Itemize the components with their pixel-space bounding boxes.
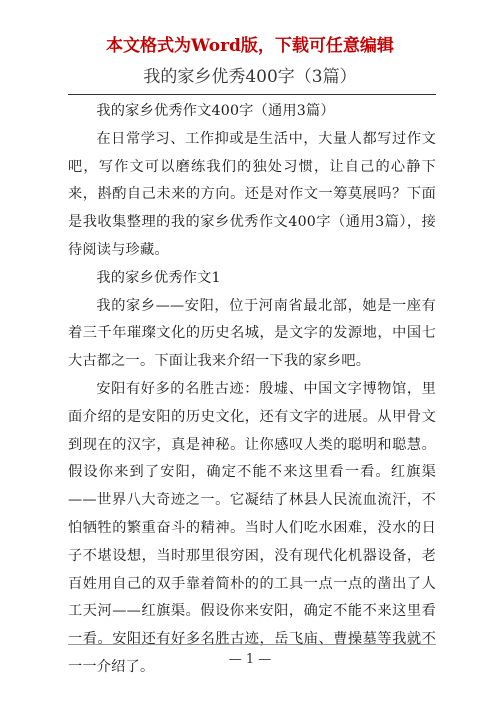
document-title: 我的家乡优秀400字（3篇） [143, 67, 357, 87]
essay-1-paragraph-1: 我的家乡——安阳，位于河南省最北部，她是一座有着三千年璀璨文化的历史名城，是文字的发源地，中国七大古都之一。下面让我来介绍一下我的家乡吧。 [68, 297, 436, 370]
essay-1-paragraph-2: 安阳有好多的名胜古迹：殷墟、中国文字博物馆，里面介绍的是安阳的历史文化，还有文字的进展。从甲骨文到现在的汉字，真是神秘。让你感叹人类的聪明和聪慧。假设你来到了安阳，确定不能不来这里看一看。红旗渠——世界八大奇迹之一。它凝结了林县人民流血流汗，不怕牺牲的繁重奋斗的精神。当时人们吃水困难，没水的日子不堪设想，当时那里很穷困，没有现代化机器设备，老百姓用自己的双手靠着简朴的的工具一点一点的凿出了人工天河——红旗渠。假设你来安阳，确定不能不来这里看一看。安阳还有好多名胜古迹，岳飞庙、曹操墓等我就不一一介绍了。 [68, 380, 436, 675]
word-format-banner: 本文格式为Word版，下载可任意编辑 [106, 36, 394, 56]
essay-1-heading: 我的家乡优秀作文1 [96, 269, 221, 286]
document-body [68, 98, 436, 682]
essay-collection-heading: 我的家乡优秀作文400字（通用3篇） [96, 103, 335, 119]
title-divider [68, 94, 436, 95]
page-number: — 1 — [228, 652, 272, 667]
intro-paragraph: 在日常学习、工作抑或是生活中，大量人都写过作文吧，写作文可以磨练我们的独处习惯，让自己的心静下来，斟酌自己未来的方向。还是对作文一筹莫展吗？下面是我收集整理的我的家乡优秀作文400字（通用3篇），接待阅读与珍藏。 [68, 130, 436, 258]
footer-divider [68, 644, 436, 645]
